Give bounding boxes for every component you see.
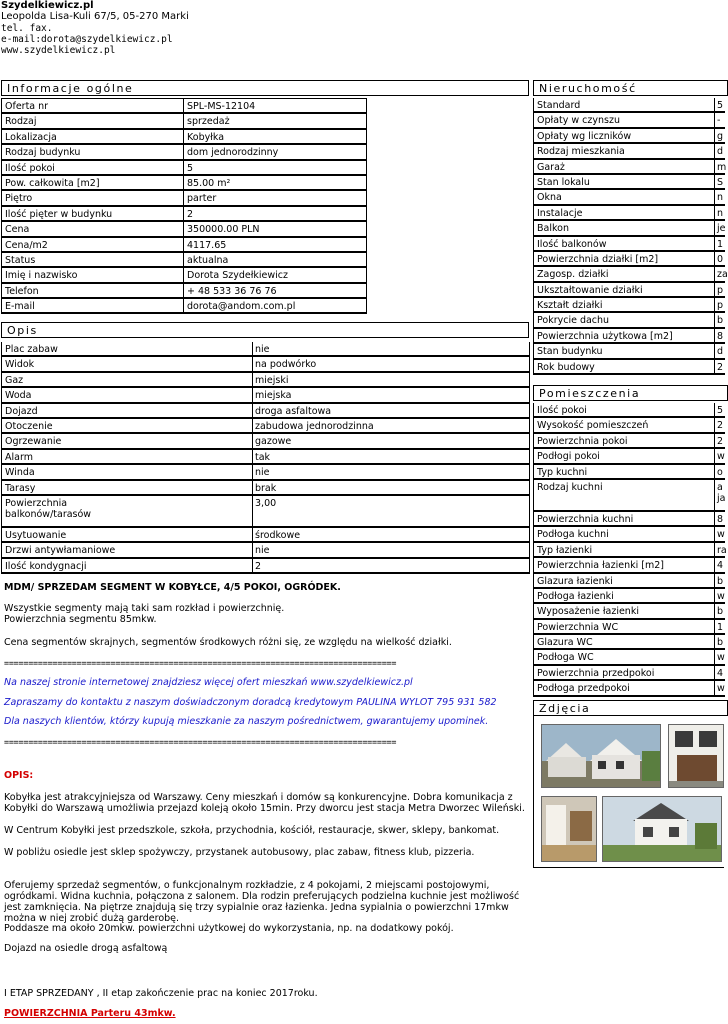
rooms-value: a ja (717, 481, 726, 504)
property-label: Stan budynku (537, 346, 603, 358)
rooms-row (534, 666, 725, 681)
rooms-table (533, 403, 725, 697)
rooms-value: b (717, 606, 724, 618)
rooms-label: Powierzchnia WC (537, 621, 619, 633)
rooms-row (534, 620, 725, 635)
description-row (2, 404, 529, 419)
description-value: 2 (255, 560, 262, 572)
description-label: Ogrzewanie (5, 436, 62, 448)
general-info-value: 4117.65 (187, 239, 227, 251)
rooms-label: Powierzchnia łazienki [m2] (537, 560, 664, 572)
property-label: Ilość balkonów (537, 238, 607, 250)
rooms-row (534, 512, 725, 527)
property-label: Opłaty wg liczników (537, 130, 632, 142)
description-label: Gaz (5, 374, 24, 386)
rooms-label: Powierzchnia kuchni (537, 513, 634, 525)
property-label: Balkon (537, 223, 569, 235)
property-value: b (717, 315, 724, 327)
property-row (534, 313, 725, 328)
description-row (2, 559, 529, 574)
general-info-label: Ilość pokoi (5, 162, 55, 174)
rooms-value: o (717, 466, 723, 478)
promo-credit-advisor: Zapraszamy do kontaktu z naszym doświadczonym doradcą kredytowym PAULINA WYLOT 795 931 582 (4, 697, 497, 708)
property-label: Pokrycie dachu (537, 315, 610, 327)
property-value: n (717, 207, 724, 219)
property-row (534, 360, 725, 375)
photo-2[interactable] (668, 724, 724, 788)
general-info-row (2, 99, 366, 114)
general-info-value: Kobyłka (187, 131, 225, 143)
general-info-row (2, 191, 366, 206)
photo-gallery (533, 716, 724, 868)
photo-2-image (669, 725, 723, 787)
company-address: Leopolda Lisa-Kuli 67/5, 05-270 Marki (1, 11, 189, 23)
property-label: Rodzaj mieszkania (537, 146, 625, 158)
general-info-label: Rodzaj (5, 116, 37, 128)
general-info-label: Rodzaj budynku (5, 147, 81, 159)
general-info-value: sprzedaż (187, 116, 230, 128)
property-label: Zagosp. działki (537, 269, 609, 281)
company-email: e-mail:dorota@szydelkiewicz.pl (1, 33, 173, 45)
rooms-row (534, 527, 725, 542)
location-paragraph-2: W Centrum Kobyłki jest przedszkole, szkoła, przychodnia, kościół, restauracje, skwer, sklepy, bankomat. (4, 825, 500, 836)
description-row (2, 357, 529, 372)
description-value: środkowe (255, 529, 301, 541)
property-row (534, 344, 725, 359)
description-label: Ilość kondygnacji (5, 560, 87, 572)
photo-1[interactable] (541, 724, 661, 788)
general-info-value: parter (187, 193, 217, 205)
general-info-row (2, 130, 366, 145)
rooms-row (534, 574, 725, 589)
description-label: Alarm (5, 451, 33, 463)
description-value: zabudowa jednorodzinna (255, 420, 374, 432)
rooms-value: w (717, 652, 725, 664)
property-row (534, 252, 725, 267)
description-row (2, 450, 529, 465)
promo-website[interactable]: Na naszej stronie internetowej znajdziesz więcej ofert mieszkań www.szydelkiewicz.pl (4, 677, 413, 688)
property-value: 2 (717, 361, 724, 373)
general-info-row (2, 222, 366, 237)
rooms-label: Powierzchnia przedpokoi (537, 667, 655, 679)
rooms-row (534, 434, 725, 449)
rooms-label: Wyposażenie łazienki (537, 606, 639, 618)
rooms-value: b (717, 637, 724, 649)
rooms-label: Glazura WC (537, 637, 593, 649)
rooms-label: Rodzaj kuchni (537, 481, 603, 493)
property-value: m (717, 161, 727, 173)
description-label: Drzwi antywłamaniowe (5, 545, 116, 557)
rooms-value: 4 (717, 560, 724, 572)
property-row (534, 160, 725, 175)
general-info-label: Cena/m2 (5, 239, 48, 251)
photo-4[interactable] (602, 796, 722, 862)
property-value: d (717, 346, 724, 358)
property-value: 8 (717, 330, 724, 342)
desc-paragraph-2: Cena segmentów skrajnych, segmentów środkowych różni się, ze względu na wielkość działki. (4, 637, 452, 648)
rooms-row (534, 558, 725, 573)
general-info-row (2, 145, 366, 160)
property-label: Stan lokalu (537, 176, 590, 188)
general-info-row (2, 299, 366, 314)
general-info-value: 5 (187, 162, 194, 174)
access-paragraph: Dojazd na osiedle drogą asfaltową (4, 943, 168, 954)
rooms-label: Typ kuchni (537, 466, 588, 478)
company-phone: tel. fax. (1, 22, 53, 34)
general-info-row (2, 176, 366, 191)
rooms-label: Podłogi pokoi (537, 451, 600, 463)
rooms-value: 8 (717, 513, 724, 525)
rooms-value: w (717, 590, 725, 602)
property-table (533, 98, 728, 375)
offer-paragraph: Oferujemy sprzedaż segmentów, o funkcjonalnym rozkładzie, z 4 pokojami, 2 miejscami postojowymi, ogródkami. Widna kuchnia, połączona z salonem. Dla rodzin preferujących podzielna kuchnie jest możliwość jest zamknięcia. Na piętrze znajdują się trzy sypialnie oraz łazienka. Jedna sypialnia o powierzchni 17mkw można w niej zrobić dużą garderobę. (4, 880, 520, 924)
property-value: d (717, 146, 724, 158)
description-value: droga asfaltowa (255, 405, 332, 417)
agency-header (1, 0, 189, 56)
property-label: Rok budowy (537, 361, 595, 373)
general-info-label: Imię i nazwisko (5, 270, 78, 282)
description-row (2, 528, 529, 543)
attic-paragraph: Poddasze ma około 20mkw. powierzchni użytkowej do wykorzystania, np. na dodatkowy pokój. (4, 923, 454, 934)
description-value: gazowe (255, 436, 292, 448)
description-label: Woda (5, 390, 32, 402)
property-value: 5 (717, 100, 724, 111)
general-info-label: Lokalizacja (5, 131, 57, 143)
rooms-row (534, 418, 725, 433)
description-label: Plac zabaw (5, 344, 58, 355)
rooms-label: Wysokość pomieszczeń (537, 420, 649, 432)
section-title-general: Informacje ogólne (1, 80, 529, 96)
description-value: nie (255, 545, 270, 557)
stage-paragraph: I ETAP SPRZEDANY , II etap zakończenie prac na koniec 2017roku. (4, 988, 318, 999)
rooms-value: w (717, 683, 725, 695)
section-title-photos: Zdjęcia (533, 700, 728, 716)
section-title-rooms: Pomieszczenia (533, 385, 728, 401)
description-value: nie (255, 467, 270, 479)
section-title-description: Opis (1, 322, 529, 338)
description-value: tak (255, 451, 271, 463)
general-info-label: Telefon (5, 285, 39, 297)
description-table (1, 342, 530, 574)
description-label: Winda (5, 467, 35, 479)
property-value: S (717, 176, 724, 188)
property-row (534, 221, 725, 236)
general-info-label: Pow. całkowita [m2] (5, 177, 100, 189)
property-row (534, 298, 725, 313)
general-info-row (2, 253, 366, 268)
general-info-row (2, 268, 366, 283)
company-name: Szydelkiewicz.pl (1, 0, 94, 11)
general-info-value: Dorota Szydełkiewicz (187, 270, 289, 282)
separator-1: ================================================================================= (4, 658, 397, 668)
general-info-value: 2 (187, 208, 194, 220)
rooms-label: Podłoga łazienki (537, 590, 614, 602)
desc-paragraph-1b: Powierzchnia segmentu 85mkw. (4, 614, 157, 625)
property-row (534, 283, 725, 298)
separator-2: ================================================================================= (4, 737, 397, 747)
rooms-value: 5 (717, 405, 724, 416)
general-info-row (2, 238, 366, 253)
property-row (534, 267, 728, 282)
property-row (534, 98, 725, 113)
description-value: brak (255, 482, 277, 494)
description-label: Powierzchnia balkonów/tarasów (5, 497, 92, 520)
description-value: 3,00 (255, 497, 277, 509)
property-label: Instalacje (537, 207, 583, 219)
general-info-row (2, 207, 366, 222)
property-value: g (717, 130, 724, 142)
property-label: Okna (537, 192, 562, 204)
rooms-label: Podłoga kuchni (537, 529, 609, 541)
general-info-label: Piętro (5, 193, 33, 205)
property-label: Ukształtowanie działki (537, 284, 643, 296)
property-row (534, 237, 725, 252)
property-label: Powierzchnia działki [m2] (537, 253, 659, 265)
rooms-row (534, 681, 725, 696)
property-value: n (717, 192, 724, 204)
location-paragraph-3: W pobliżu osiedle jest sklep spożywczy, przystanek autobusowy, plac zabaw, fitness klub, pizzeria. (4, 847, 475, 858)
rooms-value: b (717, 575, 724, 587)
rooms-row (534, 449, 725, 464)
general-info-value: SPL-MS-12104 (187, 101, 256, 112)
listing-headline: MDM/ SPRZEDAM SEGMENT W KOBYŁCE, 4/5 POKOI, OGRÓDEK. (4, 582, 341, 593)
rooms-value: 4 (717, 667, 724, 679)
property-value: p (717, 300, 724, 312)
property-label: Kształt działki (537, 300, 603, 312)
description-row (2, 373, 529, 388)
rooms-row (534, 635, 725, 650)
description-label: Tarasy (5, 482, 36, 494)
property-label: Standard (537, 100, 581, 111)
rooms-label: Ilość pokoi (537, 405, 587, 416)
property-row (534, 129, 725, 144)
property-row (534, 190, 725, 205)
description-row (2, 342, 529, 357)
photo-1-image (542, 725, 660, 787)
property-value: 0 (717, 253, 724, 265)
description-label: Usytuowanie (5, 529, 67, 541)
general-info-label: E-mail (5, 301, 35, 313)
description-row (2, 388, 529, 403)
property-row (534, 329, 725, 344)
description-label: Dojazd (5, 405, 38, 417)
rooms-label: Typ łazienki (537, 544, 593, 556)
property-label: Garaż (537, 161, 565, 173)
property-row (534, 113, 725, 128)
property-row (534, 206, 725, 221)
rooms-label: Powierzchnia pokoi (537, 435, 628, 447)
general-info-row (2, 114, 366, 129)
company-website[interactable]: www.szydelkiewicz.pl (1, 45, 116, 57)
general-info-label: Status (5, 254, 36, 266)
description-value: nie (255, 344, 270, 355)
general-info-value: 85.00 m² (187, 177, 231, 189)
rooms-label: Podłoga WC (537, 652, 594, 664)
description-row (2, 496, 529, 528)
property-value: za (717, 269, 728, 281)
description-value: miejska (255, 390, 292, 402)
rooms-value: 1 (717, 621, 724, 633)
property-row (534, 175, 725, 190)
description-value: na podwórko (255, 359, 317, 371)
description-label: Widok (5, 359, 35, 371)
general-info-row (2, 284, 366, 299)
description-value: miejski (255, 374, 289, 386)
promo-gift: Dla naszych klientów, którzy kupują mieszkanie za naszym pośrednictwem, gwarantujemy upominek. (4, 716, 489, 727)
rooms-value: w (717, 451, 725, 463)
general-info-label: Ilość pięter w budynku (5, 208, 113, 220)
description-row (2, 543, 529, 558)
general-info-value: 350000.00 PLN (187, 224, 260, 236)
photo-3[interactable] (541, 796, 597, 862)
rooms-row (534, 604, 725, 619)
general-info-row (2, 161, 366, 176)
rooms-row (534, 403, 725, 418)
general-info-table (1, 98, 367, 314)
rooms-row (534, 589, 725, 604)
rooms-value: ra (717, 544, 727, 556)
rooms-label: Podłoga przedpokoi (537, 683, 630, 695)
property-value: - (717, 115, 721, 127)
ground-floor-area: POWIERZCHNIA Parteru 43mkw. (4, 1008, 176, 1019)
rooms-label: Glazura łazienki (537, 575, 613, 587)
rooms-row (534, 650, 725, 665)
photo-4-image (603, 797, 721, 861)
property-row (534, 144, 725, 159)
location-paragraph-1: Kobyłka jest atrakcyjniejsza od Warszawy. Ceny mieszkań i domów są konkurencyjne. Dobra komunikacja z Kobyłki do Warszawą umożliwia przejazd koleją około 15min. Przy dworcu jest stacja Metra Dworzec Wileński. (4, 792, 525, 814)
general-info-value: + 48 533 36 76 76 (187, 285, 277, 297)
property-label: Powierzchnia użytkowa [m2] (537, 330, 673, 342)
general-info-value: dom jednorodzinny (187, 147, 279, 159)
rooms-value: w (717, 529, 725, 541)
general-info-value: aktualna (187, 254, 229, 266)
general-info-label: Cena (5, 224, 30, 236)
property-label: Opłaty w czynszu (537, 115, 620, 127)
general-info-label: Oferta nr (5, 101, 49, 112)
property-value: 1 (717, 238, 724, 250)
property-value: p (717, 284, 724, 296)
general-info-value: dorota@andom.com.pl (187, 301, 296, 313)
photo-3-image (542, 797, 596, 861)
rooms-value: 2 (717, 435, 724, 447)
description-row (2, 481, 529, 496)
description-row (2, 465, 529, 480)
rooms-row (534, 465, 725, 480)
rooms-row (534, 480, 725, 512)
property-value: je (717, 223, 726, 235)
desc-paragraph-1a: Wszystkie segmenty mają taki sam rozkład i powierzchnię. (4, 603, 285, 614)
description-row (2, 419, 529, 434)
description-row (2, 434, 529, 449)
section-title-property: Nieruchomość (533, 80, 728, 96)
rooms-row (534, 543, 725, 558)
description-label: Otoczenie (5, 420, 53, 432)
opis-label: OPIS: (4, 770, 34, 781)
rooms-value: 2 (717, 420, 724, 432)
